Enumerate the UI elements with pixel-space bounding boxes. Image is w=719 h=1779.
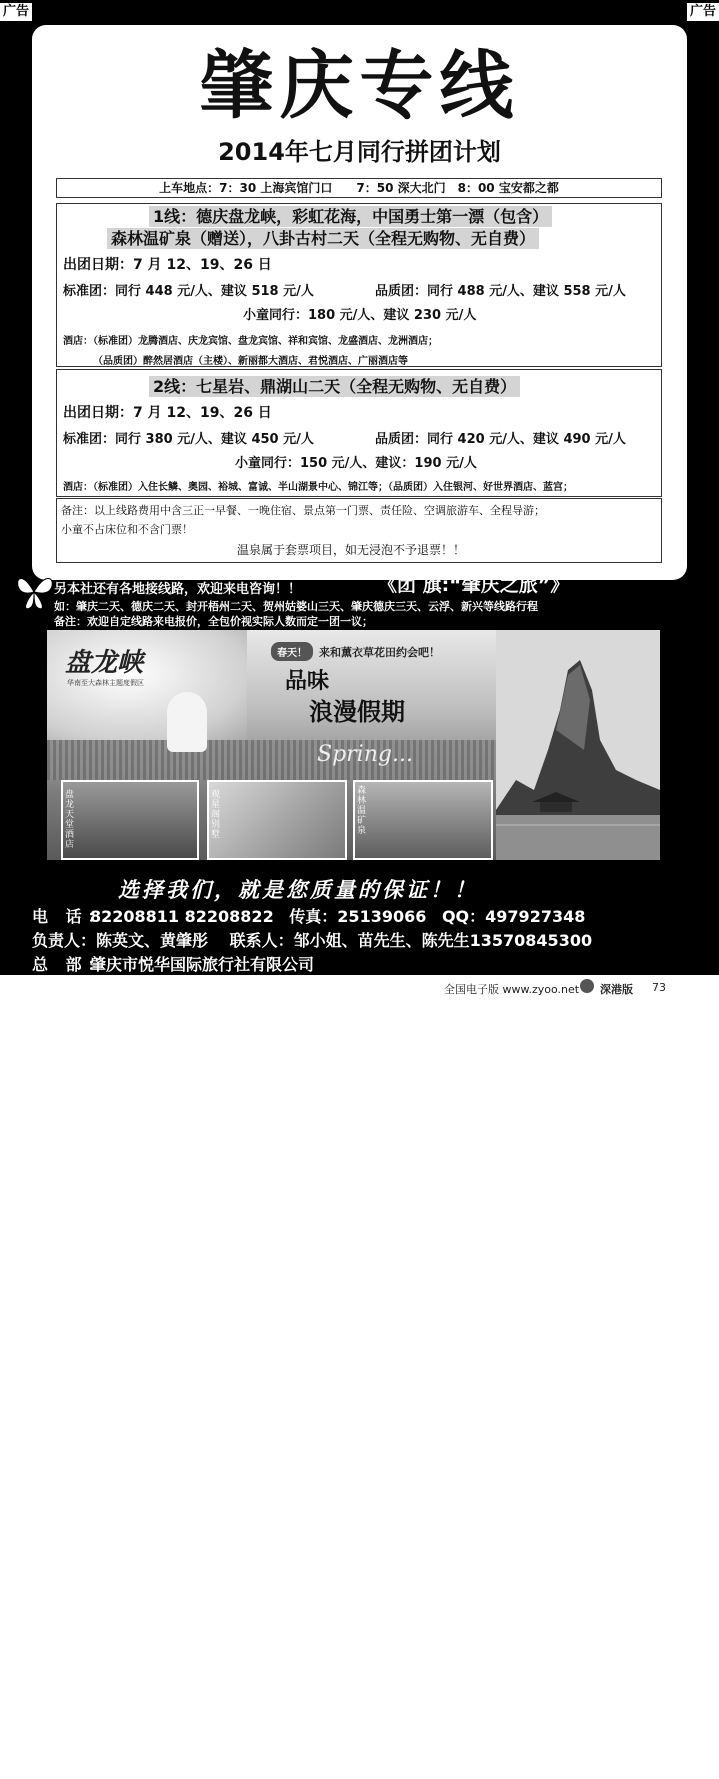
ad-label-right: 广告 (687, 3, 719, 21)
promo-thumb-3-label: 森林温矿泉 (357, 786, 367, 836)
phone-key: 电 话： (32, 907, 110, 926)
boarding-info: 上车地点：7：30 上海宾馆门口 7：50 深大北门 8：00 宝安都之都 (56, 178, 662, 198)
promo-thumb-villa (207, 780, 347, 860)
notes-line-3: 温泉属于套票项目，如无浸泡不予退票！！ (237, 543, 466, 557)
contact-people-row (32, 928, 592, 951)
promo-thumb-hotel (61, 780, 199, 860)
extra-routes-list: 如：肇庆二天、德庆二天、封开梧州二天、贺州姑婆山三天、肇庆德庆三天、云浮、新兴等线路行程 (54, 600, 538, 613)
page-subtitle: 2014年七月同行拼团计划 (218, 138, 501, 166)
hq-value: 肇庆市悦华国际旅行社有限公司 (90, 955, 315, 974)
promo-thumb-1-label: 盘龙天堂酒店 (65, 790, 75, 850)
manager-key: 负责人： (32, 931, 97, 950)
side-note: 本广告由广告客户提供 (646, 1773, 716, 1779)
fax-key: 传真： (289, 907, 338, 926)
route-2-dates: 出团日期：7 月 12、19、26 日 (63, 405, 272, 421)
promo-thumb-spring (353, 780, 493, 860)
notes-line-2: 小童不占床位和不含门票！ (61, 523, 193, 536)
contact-hq-row (32, 952, 314, 975)
main-panel (32, 25, 687, 580)
route-2-title: 2线：七星岩、鼎湖山二天（全程无购物、无自费） (149, 376, 520, 397)
route-1-hotels-standard: 酒店：（标准团）龙腾酒店、庆龙宾馆、盘龙宾馆、祥和宾馆、龙盛酒店、龙洲酒店； (63, 336, 438, 347)
promo-thumb-2-label: 观星阁别墅 (211, 790, 221, 840)
fax-value: 25139066 (337, 907, 427, 926)
route-2-child-price: 小童同行：150 元/人、建议：190 元/人 (235, 456, 477, 471)
route-1-price-quality: 品质团：同行 488 元/人、建议 558 元/人 (375, 284, 626, 299)
notes-section (56, 498, 662, 563)
notes-line-1: 备注：以上线路费用中含三正一早餐、一晚住宿、景点第一门票、责任险、空调旅游车、全程导游； (61, 504, 545, 517)
promo-headline-1: 品味 (285, 669, 330, 694)
route-1-hotels-quality: （品质团）醉然居酒店（主楼）、新丽都大酒店、君悦酒店、广丽酒店等 (93, 356, 408, 367)
route-1-title-cont: 森林温矿泉（赠送），八卦古村二天（全程无购物、无自费） (107, 228, 539, 249)
route-1-dates: 出团日期：7 月 12、19、26 日 (63, 257, 272, 273)
hq-key: 总 部： (32, 955, 110, 974)
page-title: 肇庆专线 (199, 43, 520, 129)
group-flag-name: 《团 旗:“肇庆之旅”》 (378, 574, 570, 596)
page-footer (0, 975, 719, 1000)
extra-routes-note: 另本社还有各地接线路，欢迎来电咨询！！ (54, 582, 302, 597)
route-1-title: 1线：德庆盘龙峡，彩虹花海，中国勇士第一漂（包含） (149, 206, 552, 227)
promo-tag: 春天！ (271, 642, 313, 661)
promo-banner: 来和薰衣草花田约会吧！ (319, 646, 440, 659)
route-2-price-standard: 标准团：同行 380 元/人、建议 450 元/人 (63, 432, 314, 447)
ad-label-left: 广告 (0, 3, 32, 21)
promo-image-panjianxia (47, 630, 496, 860)
butterfly-icon (14, 568, 56, 616)
route-2-price-quality: 品质团：同行 420 元/人、建议 490 元/人 (375, 432, 626, 447)
phone-value: 82208811 82208822 (90, 907, 274, 926)
route-1-price-standard: 标准团：同行 448 元/人、建议 518 元/人 (63, 284, 314, 299)
slogan: 选择我们，就是您质量的保证！！ (118, 878, 478, 902)
contact-phone-row (32, 904, 585, 927)
qq-key: QQ： (441, 907, 486, 926)
promo-logo: 盘龙峡 (65, 648, 144, 678)
footer-edition: 深港版 (600, 983, 633, 996)
footer-site: 全国电子版 www.zyoo.net (444, 983, 580, 996)
edition-icon (580, 979, 594, 993)
route-2-hotels: 酒店：（标准团）入住长鳞、奥园、裕城、富诚、半山湖景中心、锦江等；（品质团）入住银河、好世界酒店、蓝宫； (63, 482, 573, 493)
manager-value: 陈英文、黄肇彤 (96, 931, 209, 950)
promo-spring-text: Spring... (317, 742, 413, 767)
route-1-child-price: 小童同行：180 元/人、建议 230 元/人 (243, 308, 477, 323)
promo-headline-2: 浪漫假期 (309, 698, 405, 726)
route-1-section (56, 203, 662, 367)
promo-logo-subtitle: 华南至大森林主题度假区 (67, 679, 144, 687)
page-number: 73 (652, 981, 666, 994)
extra-routes-remark: 备注：欢迎自定线路来电报价，全包价视实际人数而定一团一议； (54, 615, 373, 628)
contact-value: 邹小姐、苗先生、陈先生13570845300 (293, 931, 593, 950)
route-2-section (56, 369, 662, 497)
contact-key: 联系人： (229, 931, 294, 950)
qq-value: 497927348 (485, 907, 586, 926)
promo-image-karst-mountain (496, 630, 660, 860)
